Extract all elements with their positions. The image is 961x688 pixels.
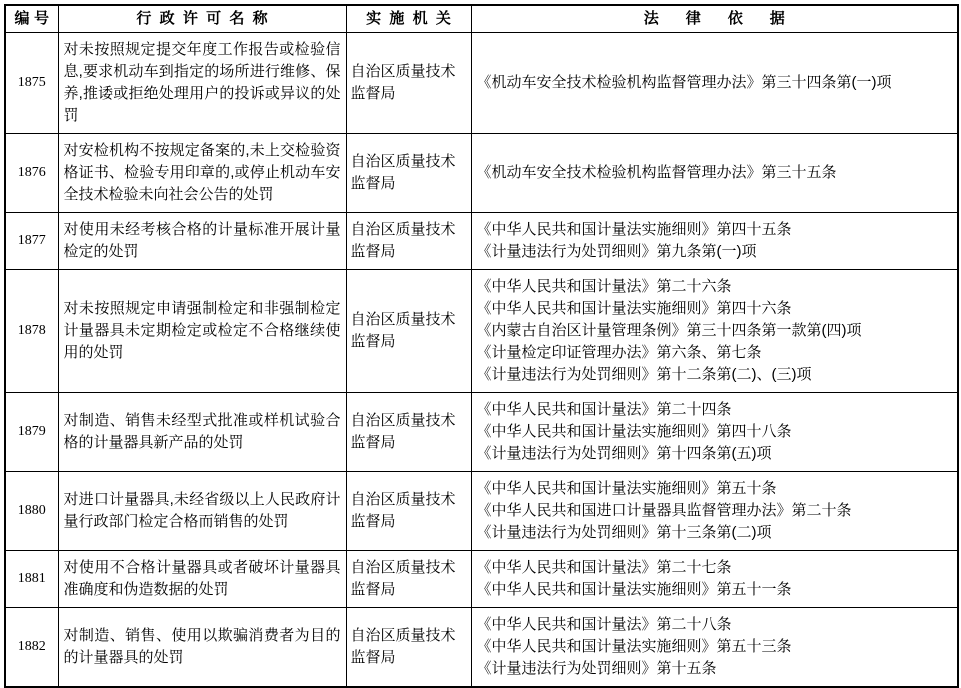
agency-cell: 自治区质量技术监督局: [346, 472, 471, 551]
header-agency: 实施机关: [346, 5, 471, 33]
legal-basis-line: 《内蒙古自治区计量管理条例》第三十四条第一款第(四)项: [476, 322, 862, 339]
legal-basis-line: 《计量违法行为处罚细则》第十三条第(二)项: [476, 524, 772, 541]
table-row: [5, 213, 958, 270]
agency-cell: 自治区质量技术监督局: [346, 134, 471, 213]
legal-basis-line: 《中华人民共和国进口计量器具监督管理办法》第二十条: [476, 502, 852, 519]
legal-basis-line: 《中华人民共和国计量法实施细则》第四十八条: [476, 423, 792, 440]
legal-basis-cell: [471, 134, 958, 213]
legal-basis-line: 《中华人民共和国计量法》第二十六条: [476, 278, 732, 295]
legal-basis-cell: [471, 270, 958, 393]
legal-basis-line: 《中华人民共和国计量法》第二十七条: [476, 559, 732, 576]
legal-basis-line: 《计量违法行为处罚细则》第十四条第(五)项: [476, 445, 772, 462]
row-number-cell: 1876: [5, 134, 58, 213]
table-row: [5, 472, 958, 551]
legal-basis-line: 《计量违法行为处罚细则》第十五条: [476, 660, 717, 677]
row-number-cell: 1875: [5, 33, 58, 134]
legal-basis-line: 《中华人民共和国计量法实施细则》第五十条: [476, 480, 777, 497]
permit-name-cell: 对使用未经考核合格的计量标准开展计量检定的处罚: [58, 213, 346, 270]
header-row: [5, 5, 958, 33]
row-number-cell: 1877: [5, 213, 58, 270]
agency-cell: 自治区质量技术监督局: [346, 393, 471, 472]
legal-basis-line: 《中华人民共和国计量法实施细则》第四十六条: [476, 300, 792, 317]
permit-name-cell: 对制造、销售、使用以欺骗消费者为目的的计量器具的处罚: [58, 608, 346, 688]
legal-basis-line: 《中华人民共和国计量法实施细则》第五十一条: [476, 581, 792, 598]
header-permit-name: 行政许可名称: [58, 5, 346, 33]
agency-cell: 自治区质量技术监督局: [346, 551, 471, 608]
header-id: 编号: [5, 5, 58, 33]
permit-name-cell: 对制造、销售未经型式批准或样机试验合格的计量器具新产品的处罚: [58, 393, 346, 472]
legal-basis-line: 《计量检定印证管理办法》第六条、第七条: [476, 344, 762, 361]
agency-cell: 自治区质量技术监督局: [346, 33, 471, 134]
table-row: [5, 551, 958, 608]
legal-basis-cell: [471, 472, 958, 551]
legal-basis-cell: [471, 551, 958, 608]
table-row: [5, 270, 958, 393]
legal-basis-line: 《计量违法行为处罚细则》第十二条第(二)、(三)项: [476, 366, 812, 383]
table-row: [5, 608, 958, 688]
permit-name-cell: 对进口计量器具,未经省级以上人民政府计量行政部门检定合格而销售的处罚: [58, 472, 346, 551]
row-number-cell: 1881: [5, 551, 58, 608]
permit-name-cell: 对安检机构不按规定备案的,未上交检验资格证书、检验专用印章的,或停止机动车安全技术检验未向社会公告的处罚: [58, 134, 346, 213]
row-number-cell: 1879: [5, 393, 58, 472]
legal-basis-line: 《计量违法行为处罚细则》第九条第(一)项: [476, 243, 757, 260]
permit-name-cell: 对未按照规定申请强制检定和非强制检定计量器具未定期检定或检定不合格继续使用的处罚: [58, 270, 346, 393]
table-row: [5, 134, 958, 213]
row-number-cell: 1878: [5, 270, 58, 393]
agency-cell: 自治区质量技术监督局: [346, 608, 471, 688]
permit-name-cell: 对使用不合格计量器具或者破坏计量器具准确度和伪造数据的处罚: [58, 551, 346, 608]
table-body: [5, 33, 958, 688]
legal-basis-cell: [471, 393, 958, 472]
legal-basis-line: 《中华人民共和国计量法》第二十八条: [476, 616, 732, 633]
legal-basis-line: 《机动车安全技术检验机构监督管理办法》第三十四条第(一)项: [476, 74, 892, 91]
table-row: [5, 33, 958, 134]
legal-basis-line: 《中华人民共和国计量法实施细则》第四十五条: [476, 221, 792, 238]
legal-basis-cell: [471, 213, 958, 270]
legal-basis-cell: [471, 608, 958, 688]
permit-name-cell: 对未按照规定提交年度工作报告或检验信息,要求机动车到指定的场所进行维修、保养,推诿或拒绝处理用户的投诉或异议的处罚: [58, 33, 346, 134]
row-number-cell: 1880: [5, 472, 58, 551]
admin-penalty-table: [4, 4, 959, 688]
legal-basis-cell: [471, 33, 958, 134]
legal-basis-line: 《中华人民共和国计量法》第二十四条: [476, 401, 732, 418]
row-number-cell: 1882: [5, 608, 58, 688]
legal-basis-line: 《中华人民共和国计量法实施细则》第五十三条: [476, 638, 792, 655]
header-legal-basis: 法律依据: [471, 5, 958, 33]
agency-cell: 自治区质量技术监督局: [346, 213, 471, 270]
agency-cell: 自治区质量技术监督局: [346, 270, 471, 393]
legal-basis-line: 《机动车安全技术检验机构监督管理办法》第三十五条: [476, 164, 837, 181]
table-row: [5, 393, 958, 472]
